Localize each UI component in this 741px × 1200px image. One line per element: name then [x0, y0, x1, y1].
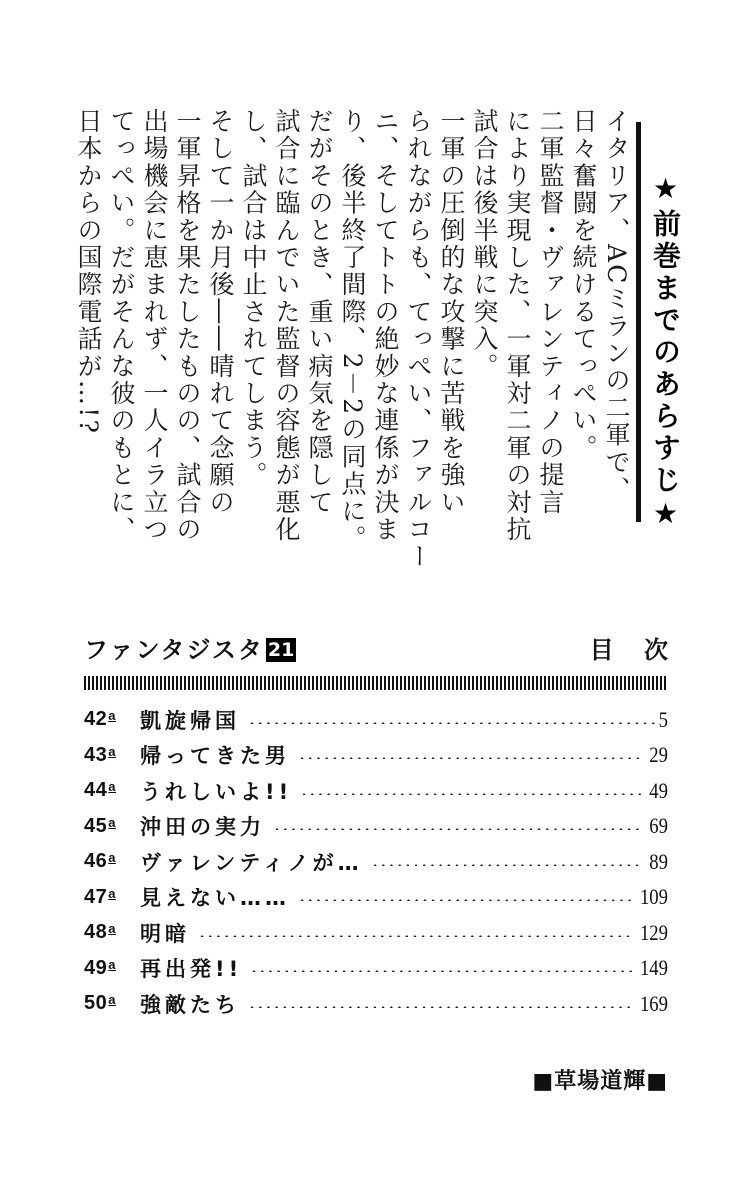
- chapter-title: うれしいよ!!: [140, 776, 298, 806]
- dot-leader: [248, 1006, 633, 1008]
- page-number: 69: [649, 813, 668, 839]
- decorative-stripe-divider: [84, 676, 668, 690]
- chapter-title: 明暗: [140, 918, 196, 948]
- synopsis-line: イタリア、ACミランの二軍で、: [602, 108, 631, 504]
- volume-badge: 21: [267, 639, 295, 661]
- chapter-row[interactable]: [84, 880, 668, 916]
- chapter-number: 46$^a$: [84, 850, 116, 873]
- synopsis-line: 出場機会に恵まれず、一人イラ立つ: [140, 108, 169, 544]
- synopsis-line: により実現した、一軍対二軍の対抗: [503, 108, 532, 544]
- chapter-number: 43$^a$: [84, 743, 116, 766]
- dot-leader: [298, 899, 633, 901]
- chapter-row[interactable]: [84, 844, 668, 880]
- page-number: 109: [639, 884, 668, 910]
- synopsis-line: 試合に臨んでいた監督の容態が悪化: [272, 108, 301, 544]
- chapter-number: 42$^a$: [84, 708, 116, 731]
- synopsis-line: だがそのとき、重い病気を隠して: [305, 108, 334, 516]
- page-number: 89: [649, 848, 668, 874]
- chapter-title: 凱旋帰国: [140, 705, 246, 735]
- chapter-title: ヴァレンティノが…: [140, 847, 369, 877]
- chapter-title: 強敵たち: [140, 989, 246, 1019]
- synopsis-line: 日々奮闘を続けるてっぺい。: [569, 108, 598, 462]
- synopsis-line: 二軍監督・ヴァレンティノの提言: [536, 108, 565, 516]
- dot-leader: [273, 828, 644, 830]
- chapter-row[interactable]: [84, 738, 668, 774]
- chapter-row[interactable]: [84, 915, 668, 951]
- synopsis-text: [60, 108, 640, 571]
- chapter-row[interactable]: [84, 809, 668, 845]
- synopsis-line: 日本からの国際電話が…!?: [74, 108, 103, 436]
- chapter-row[interactable]: [84, 702, 668, 738]
- chapter-number: 48$^a$: [84, 921, 116, 944]
- author-name: ■草場道輝■: [532, 1069, 668, 1094]
- chapter-number: 50$^a$: [84, 992, 116, 1015]
- synopsis-line: ニ、そしてトトの絶妙な連係が決ま: [371, 108, 400, 544]
- chapter-row[interactable]: [84, 986, 668, 1022]
- synopsis-line: 一軍の圧倒的な攻撃に苦戦を強い: [437, 108, 466, 516]
- series-title: [84, 630, 296, 665]
- chapter-title: 帰ってきた男: [140, 740, 296, 770]
- page-number: 129: [639, 919, 668, 945]
- page-number: 5: [658, 706, 668, 732]
- page-number: 49: [649, 777, 668, 803]
- toc-label: 目 次: [589, 636, 668, 664]
- page-number: 29: [649, 742, 668, 768]
- synopsis-line: 一軍昇格を果たしたものの、試合の: [173, 108, 202, 544]
- synopsis-line: そして一か月後――晴れて念願の: [206, 108, 235, 516]
- chapter-number: 45$^a$: [84, 814, 116, 837]
- synopsis-line: られながらも、てっぺい、ファルコー: [404, 108, 433, 571]
- chapter-title: 沖田の実力: [140, 811, 271, 841]
- page-number: 149: [639, 955, 668, 981]
- chapter-row[interactable]: [84, 951, 668, 987]
- chapter-title: 見えない……: [140, 882, 296, 912]
- chapter-number: 44$^a$: [84, 779, 116, 802]
- dot-leader: [298, 757, 644, 759]
- synopsis-line: てっぺい。だがそんな彼のもとに、: [107, 108, 136, 544]
- chapter-title: 再出発!!: [140, 953, 248, 983]
- toc-header: [84, 630, 668, 666]
- synopsis-line: し、試合は中止されてしまう。: [239, 108, 268, 489]
- synopsis-line: 試合は後半戦に突入。: [470, 108, 499, 380]
- synopsis-heading: ★前巻までのあらすじ★: [649, 172, 682, 534]
- chapter-row[interactable]: [84, 773, 668, 809]
- chapter-number: 49$^a$: [84, 956, 116, 979]
- dot-leader: [250, 970, 633, 972]
- dot-leader: [248, 722, 655, 724]
- dot-leader: [300, 793, 644, 795]
- synopsis-line: り、後半終了間際、2－2の同点に。: [338, 108, 367, 553]
- chapter-number: 47$^a$: [84, 885, 116, 908]
- series-name: ファンタジスタ: [84, 636, 264, 664]
- chapter-list: [84, 702, 668, 1022]
- dot-leader: [198, 935, 633, 937]
- dot-leader: [371, 864, 644, 866]
- page-number: 169: [639, 990, 668, 1016]
